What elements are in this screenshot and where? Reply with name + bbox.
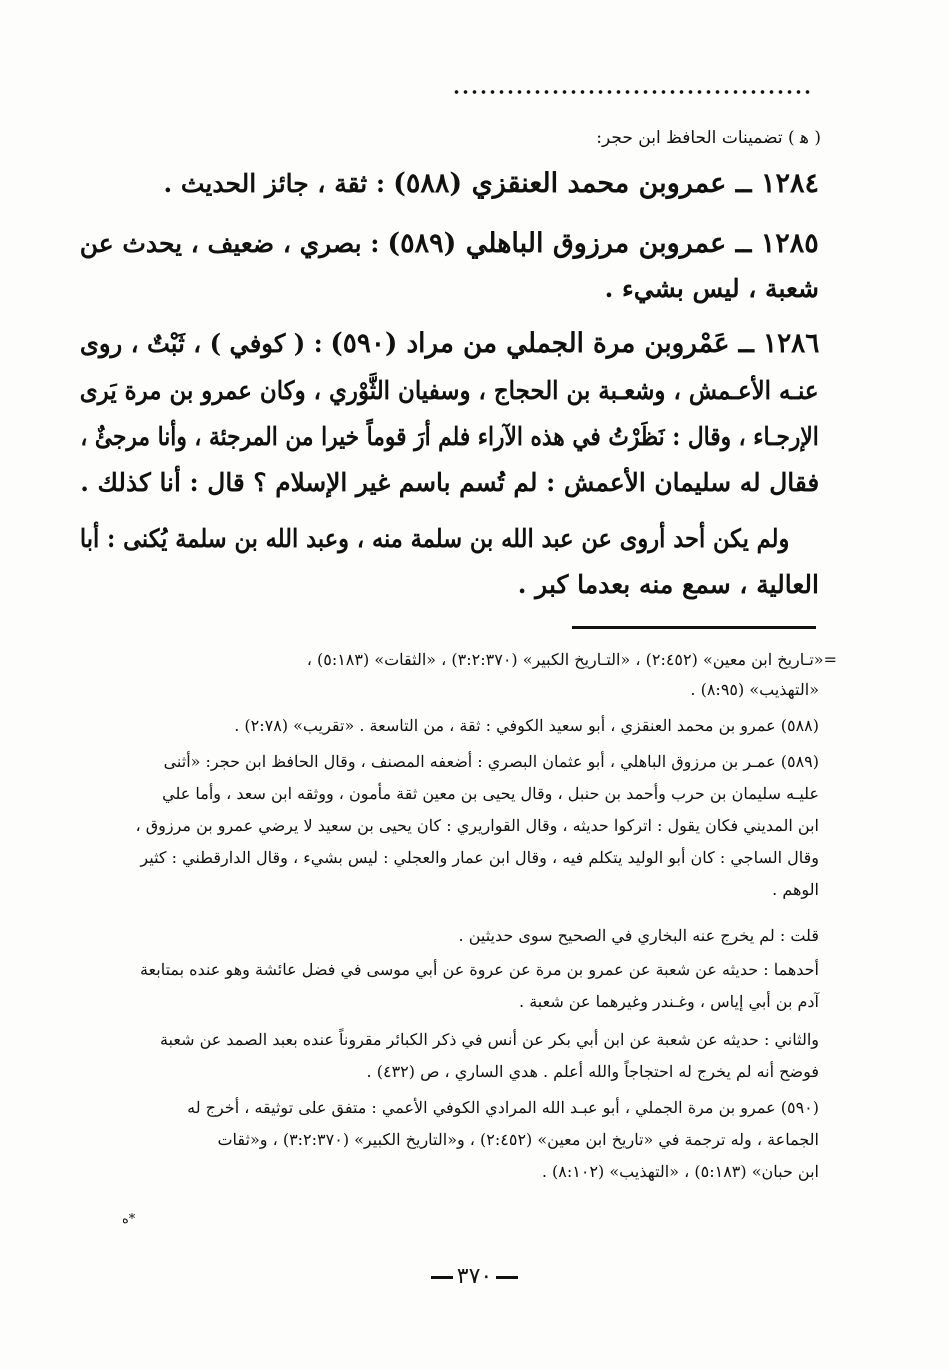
page-number: ٣٧٠ — [456, 1264, 493, 1289]
footnote-header: ( ﻫ ) تضمينات الحافظ ابن حجر: — [596, 128, 821, 148]
entry-text: : بصري ، ضعيف ، يحدث عن — [79, 229, 380, 258]
footnote-589-line5: الوهم . — [772, 880, 819, 899]
stray-mark: *ه — [122, 1212, 136, 1227]
entry-1286-line3: الإرجـاء ، وقال : نَظَرْتُ في هذه الآراء فلم أرَ قوماً خيرا من المرجئة ، وأنا مرجئٌ ، — [80, 422, 819, 451]
entry-title: ١٢٨٤ ــ عمروبن محمد العنقزي (٥٨٨) — [393, 168, 819, 199]
entry-text: : ثقة ، جائز الحديث . — [163, 169, 386, 198]
entry-1284 — [163, 168, 819, 199]
entry-1286-line2: عنـه الأعـمش ، وشعـبة بن الحجاج ، وسفيان الثَّوْري ، وكان عمرو بن مرة يَرى — [80, 376, 819, 405]
entry-1285-line2: شعبة ، ليس بشيء . — [604, 274, 819, 303]
footnote-first-hadith-line1: أحدهما : حديثه عن شعبة عن عمرو بن مرة عن عروة عن أبي موسى في فضل عائشة وهو عنده بمتابعة — [139, 960, 819, 979]
footnote-second-hadith-line2: فوضح أنه لم يخرج له احتجاجاً والله أعلم . هدي الساري ، ص (٤٣٢) . — [366, 1062, 819, 1081]
entry-1286-line5: ولم يكن أحد أروى عن عبد الله بن سلمة منه ، وعبد الله بن سلمة يُكنى : أبا — [79, 524, 789, 553]
footnote-588: (٥٨٨) عمرو بن محمد العنقزي ، أبو سعيد الكوفي : ثقة ، من التاسعة . «تقريب» (٢:٧٨) . — [234, 716, 819, 735]
footnote-589-line2: عليـه سليمان بن حرب وأحمد بن حنبل ، وقال يحيى بن معين ثقة مأمون ، ووثقه ابن سعد ، وأما علي — [162, 784, 819, 803]
page-number-dash-right — [496, 1276, 518, 1279]
entry-1285-line1 — [80, 228, 819, 259]
entry-1286-line6: العالية ، سمع منه بعدما كبر . — [517, 570, 819, 599]
footnote-590-line2: الجماعة ، وله ترجمة في «تاريخ ابن معين» (٢:٤٥٢) ، و«التاريخ الكبير» (٣:٢:٣٧٠) ، و«ثقات — [217, 1130, 819, 1149]
footnote-590-line3: ابن حبان» (٥:١٨٣) ، «التهذيب» (٨:١٠٢) . — [541, 1162, 819, 1181]
entry-title: ١٢٨٥ ــ عمروبن مرزوق الباهلي (٥٨٩) — [387, 228, 819, 259]
entry-1286-line1 — [80, 328, 819, 359]
footnote-first-hadith-line2: آدم بن أبي إياس ، وغـندر وغيرهما عن شعبة . — [519, 992, 819, 1011]
page-number-block — [0, 1264, 949, 1289]
entry-title: ١٢٨٦ ــ عَمْروبن مرة الجملي من مراد (٥٩٠) — [330, 328, 819, 359]
footnote-590-line1: (٥٩٠) عمرو بن مرة الجملي ، أبو عبـد الله المرادي الكوفي الأعمي : متفق على توثيقه ، أخرج له — [187, 1098, 819, 1117]
footnote-remark-line: قلت : لم يخرج عنه البخاري في الصحيح سوى حديثين . — [458, 926, 819, 945]
footnote-589-line4: وقال الساجي : كان أبو الوليد يتكلم فيه ، وقال ابن عمار والعجلي : ليس بشيء ، وقال الدارقطني : كثير — [140, 848, 819, 867]
footnote-continuation-line2: «التهذيب» (٨:٩٥) . — [690, 680, 819, 699]
entry-1286-line4: فقال له سليمان الأعمش : لم تُسم باسم غير الإسلام ؟ قال : أنا كذلك . — [79, 468, 819, 497]
footnote-continuation-line1: =«تـاريخ ابن معين» (٢:٤٥٢) ، «التـاريخ الكبير» (٣:٢:٣٧٠) ، «الثقات» (٥:١٨٣) ، — [306, 650, 837, 669]
dotted-separator — [452, 88, 812, 96]
footnote-589-line1: (٥٨٩) عمـر بن مرزوق الباهلي ، أبو عثمان البصري : أضعفه المصنف ، وقال الحافظ ابن حجر: «أثنى — [163, 752, 819, 771]
footnote-second-hadith-line1: والثاني : حديثه عن شعبة عن ابن أبي بكر عن أنس في ذكر الكبائر مقروناً عنده بعبد الصمد عن شعبة — [159, 1030, 819, 1049]
footnote-589-line3: ابن المديني فكان يقول : اتركوا حديثه ، وقال القواريري : كان يحيى بن سعيد لا يرضي عمرو بن مرزوق ، — [135, 816, 819, 835]
page-number-dash-left — [431, 1276, 453, 1279]
footnote-rule — [572, 626, 816, 629]
entry-text: : ( كوفي ) ، ثَبْتٌ ، روى — [79, 329, 323, 358]
